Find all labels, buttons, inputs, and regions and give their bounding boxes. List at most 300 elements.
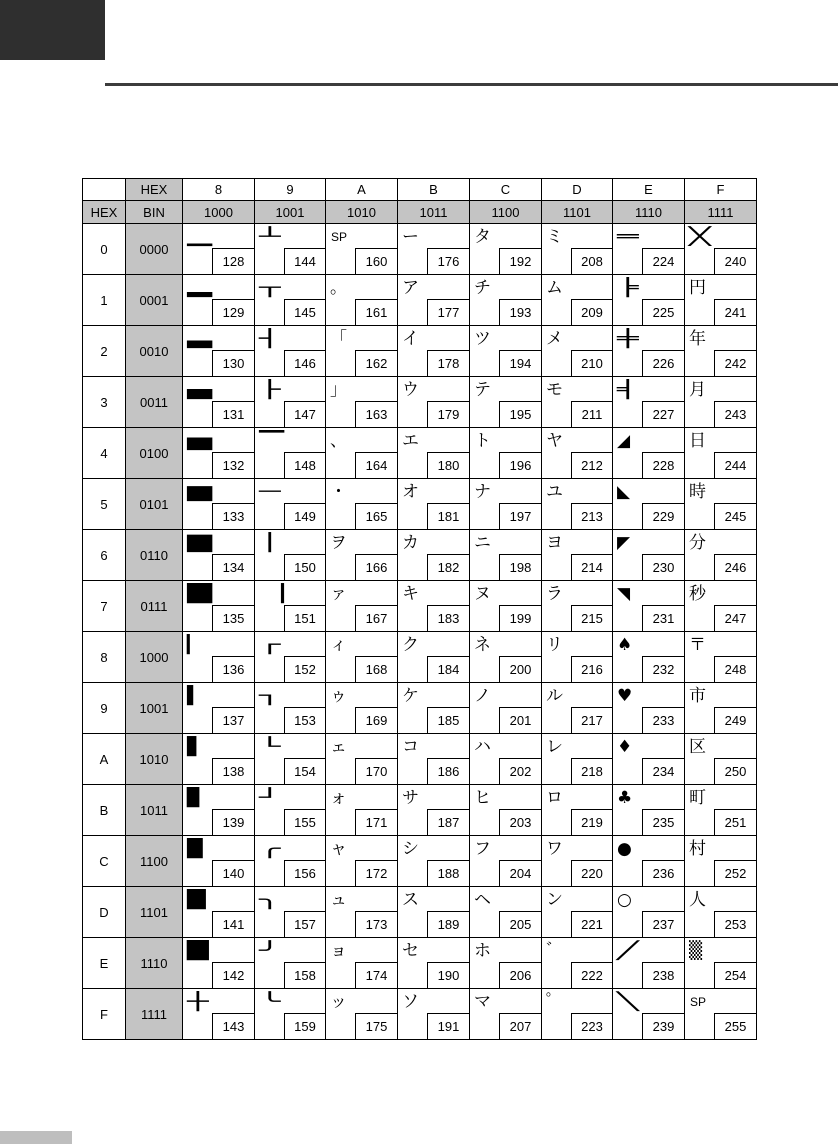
character-code-number: 239: [642, 1013, 684, 1039]
character-cell: [685, 581, 757, 632]
character-code-number: 250: [714, 758, 756, 784]
character-cell: [326, 938, 398, 989]
character-cell: [613, 938, 685, 989]
character-cell: [470, 377, 542, 428]
character-code-number: 243: [714, 401, 756, 427]
character-cell: [470, 836, 542, 887]
column-hex-header: C: [470, 179, 542, 201]
character-glyph: ィ: [330, 635, 347, 655]
character-glyph: テ: [474, 380, 491, 400]
character-cell: [542, 989, 613, 1040]
character-code-number: 204: [499, 860, 541, 886]
character-cell: [398, 581, 470, 632]
character-code-number: 184: [427, 656, 469, 682]
row-hex-header: 7: [83, 581, 126, 632]
character-code-number: 214: [571, 554, 612, 580]
character-cell: [542, 785, 613, 836]
character-glyph: ョ: [330, 941, 347, 961]
character-cell: [685, 224, 757, 275]
character-code-number: 249: [714, 707, 756, 733]
row-hex-header: 4: [83, 428, 126, 479]
character-code-number: 141: [212, 911, 254, 937]
character-glyph: ゥ: [330, 686, 347, 706]
character-cell: [326, 887, 398, 938]
character-glyph: セ: [402, 941, 419, 961]
character-cell: [685, 683, 757, 734]
character-cell: [542, 275, 613, 326]
character-code-number: 156: [284, 860, 325, 886]
character-cell: [398, 938, 470, 989]
character-cell: [183, 326, 255, 377]
character-code-number: 203: [499, 809, 541, 835]
character-glyph: エ: [402, 431, 419, 451]
character-cell: [255, 326, 326, 377]
character-glyph: ▔: [259, 431, 284, 451]
character-cell: [326, 581, 398, 632]
character-cell: [183, 734, 255, 785]
character-glyph: レ: [546, 737, 563, 757]
character-cell: [542, 632, 613, 683]
character-code-number: 153: [284, 707, 325, 733]
character-code-number: 189: [427, 911, 469, 937]
character-glyph: ▒: [689, 941, 703, 961]
character-code-number: 205: [499, 911, 541, 937]
character-code-number: 181: [427, 503, 469, 529]
character-code-number: 161: [355, 299, 397, 325]
character-code-number: 209: [571, 299, 612, 325]
character-glyph: ╡: [617, 380, 639, 400]
character-glyph: 「: [330, 329, 347, 349]
character-glyph: ト: [474, 431, 491, 451]
character-code-number: 244: [714, 452, 756, 478]
character-cell: [685, 275, 757, 326]
character-cell: [398, 479, 470, 530]
row-bin-header: 1101: [126, 887, 183, 938]
character-code-number: 174: [355, 962, 397, 988]
character-glyph: ├: [259, 380, 281, 400]
character-glyph: キ: [402, 584, 419, 604]
row-hex-header: 6: [83, 530, 126, 581]
character-cell: [326, 479, 398, 530]
row-bin-header: 0101: [126, 479, 183, 530]
character-code-number: 177: [427, 299, 469, 325]
character-cell: [613, 836, 685, 887]
character-cell: [470, 428, 542, 479]
character-cell: [183, 836, 255, 887]
character-glyph: ケ: [402, 686, 419, 706]
character-glyph: ♣: [617, 788, 633, 808]
character-cell: [183, 785, 255, 836]
character-cell: [613, 275, 685, 326]
character-code-number: 226: [642, 350, 684, 376]
character-glyph: オ: [402, 482, 419, 502]
character-code-number: 178: [427, 350, 469, 376]
character-cell: [255, 479, 326, 530]
column-hex-header: 9: [255, 179, 326, 201]
character-cell: [398, 683, 470, 734]
character-cell: [183, 887, 255, 938]
character-code-number: 210: [571, 350, 612, 376]
row-hex-header: A: [83, 734, 126, 785]
character-code-number: 252: [714, 860, 756, 886]
character-glyph: 日: [689, 431, 706, 451]
character-glyph: ・: [330, 482, 347, 502]
character-glyph: カ: [402, 533, 419, 553]
character-glyph: ┌: [259, 635, 281, 655]
character-glyph: ユ: [546, 482, 563, 502]
chapter-tab-block: [0, 0, 105, 60]
character-code-number: 253: [714, 911, 756, 937]
character-cell: [398, 275, 470, 326]
character-code-number: 206: [499, 962, 541, 988]
character-glyph: ▌: [187, 788, 212, 808]
character-glyph: ▎: [187, 686, 212, 706]
character-cell: [183, 938, 255, 989]
character-code-number: 255: [714, 1013, 756, 1039]
character-code-number: 185: [427, 707, 469, 733]
character-code-number: 223: [571, 1013, 612, 1039]
character-cell: [183, 275, 255, 326]
character-glyph: ヤ: [546, 431, 563, 451]
character-code-number: 172: [355, 860, 397, 886]
character-code-number: 133: [212, 503, 254, 529]
row-bin-header: 1011: [126, 785, 183, 836]
character-code-number: 168: [355, 656, 397, 682]
character-glyph: ▏: [187, 635, 212, 655]
character-cell: [470, 275, 542, 326]
character-cell: [183, 581, 255, 632]
character-code-number: 158: [284, 962, 325, 988]
character-code-number: 134: [212, 554, 254, 580]
character-code-number: 148: [284, 452, 325, 478]
character-code-number: 232: [642, 656, 684, 682]
character-code-number: 197: [499, 503, 541, 529]
header-rule: [105, 83, 838, 86]
character-cell: [326, 530, 398, 581]
character-code-number: 238: [642, 962, 684, 988]
column-hex-header: B: [398, 179, 470, 201]
character-glyph: ヘ: [474, 890, 491, 910]
character-code-number: 170: [355, 758, 397, 784]
character-code-number: 164: [355, 452, 397, 478]
character-glyph: サ: [402, 788, 419, 808]
character-glyph: ヨ: [546, 533, 563, 553]
character-cell: [398, 785, 470, 836]
row-hex-header: 5: [83, 479, 126, 530]
character-glyph: ╮: [259, 890, 281, 910]
character-glyph: ◢: [617, 431, 631, 451]
character-glyph: メ: [546, 329, 563, 349]
row-hex-header: C: [83, 836, 126, 887]
character-glyph: シ: [402, 839, 419, 859]
character-code-number: 235: [642, 809, 684, 835]
character-glyph: ロ: [546, 788, 563, 808]
character-cell: [326, 428, 398, 479]
character-code-number: 132: [212, 452, 254, 478]
character-code-number: 187: [427, 809, 469, 835]
character-glyph: SP: [331, 230, 348, 244]
character-glyph: ◤: [617, 533, 631, 553]
character-cell: [255, 377, 326, 428]
character-code-number: 175: [355, 1013, 397, 1039]
column-bin-header: 1100: [470, 201, 542, 224]
character-glyph: 秒: [689, 584, 706, 604]
character-glyph: マ: [474, 992, 491, 1012]
character-cell: [183, 989, 255, 1040]
character-glyph: 人: [689, 890, 706, 910]
character-code-number: 228: [642, 452, 684, 478]
character-cell: [470, 887, 542, 938]
row-bin-header: 0010: [126, 326, 183, 377]
character-code-number: 176: [427, 248, 469, 274]
character-code-number: 180: [427, 452, 469, 478]
character-glyph: タ: [474, 227, 491, 247]
character-code-number: 140: [212, 860, 254, 886]
character-glyph: ▆: [187, 482, 212, 502]
character-code-number: 162: [355, 350, 397, 376]
character-code-number: 159: [284, 1013, 325, 1039]
character-cell: [470, 734, 542, 785]
character-cell: [255, 581, 326, 632]
character-code-number: 207: [499, 1013, 541, 1039]
row-hex-header: 3: [83, 377, 126, 428]
character-glyph: ウ: [402, 380, 419, 400]
character-glyph: ▍: [187, 737, 212, 757]
column-hex-header: F: [685, 179, 757, 201]
character-cell: [613, 428, 685, 479]
character-glyph: リ: [546, 635, 563, 655]
character-code-number: 248: [714, 656, 756, 682]
character-cell: [326, 632, 398, 683]
character-cell: [398, 734, 470, 785]
character-code-number: 245: [714, 503, 756, 529]
character-code-number: 152: [284, 656, 325, 682]
character-cell: [326, 224, 398, 275]
character-glyph: ♥: [617, 686, 633, 706]
character-code-number: 195: [499, 401, 541, 427]
character-cell: [470, 632, 542, 683]
character-cell: [326, 734, 398, 785]
row-hex-header: B: [83, 785, 126, 836]
character-code-number: 135: [212, 605, 254, 631]
character-cell: [255, 275, 326, 326]
character-glyph: ル: [546, 686, 563, 706]
character-cell: [470, 683, 542, 734]
character-cell: [255, 632, 326, 683]
character-glyph: ハ: [474, 737, 491, 757]
character-glyph: ノ: [474, 686, 491, 706]
character-glyph: ▕: [259, 584, 284, 604]
character-glyph: ァ: [330, 584, 347, 604]
character-cell: [183, 479, 255, 530]
character-cell: [613, 581, 685, 632]
character-glyph: ╱: [617, 941, 639, 961]
column-bin-header: 1101: [542, 201, 613, 224]
row-bin-header: 1010: [126, 734, 183, 785]
character-cell: [326, 275, 398, 326]
character-glyph: ネ: [474, 635, 491, 655]
character-glyph: 区: [689, 737, 706, 757]
character-code-number: 163: [355, 401, 397, 427]
character-cell: [183, 530, 255, 581]
character-glyph: ▇: [187, 533, 212, 553]
character-glyph: ┬: [259, 278, 281, 298]
row-bin-header: 1000: [126, 632, 183, 683]
character-glyph: ゜: [546, 992, 563, 1012]
character-cell: [685, 326, 757, 377]
character-cell: [326, 683, 398, 734]
character-cell: [255, 989, 326, 1040]
character-glyph: ▂: [187, 278, 212, 298]
row-hex-header: 8: [83, 632, 126, 683]
character-cell: [255, 887, 326, 938]
character-glyph: 市: [689, 686, 706, 706]
character-cell: [542, 836, 613, 887]
character-glyph: ╭: [259, 839, 281, 859]
hex-row-title: HEX: [83, 201, 126, 224]
character-glyph: ═: [617, 227, 639, 247]
character-code-number: 198: [499, 554, 541, 580]
character-cell: [685, 632, 757, 683]
character-cell: [685, 377, 757, 428]
character-glyph: ┴: [259, 227, 281, 247]
character-glyph: ─: [259, 482, 281, 502]
row-bin-header: 0011: [126, 377, 183, 428]
column-bin-header: 1111: [685, 201, 757, 224]
column-bin-header: 1000: [183, 201, 255, 224]
hex-column-title: HEX: [126, 179, 183, 201]
character-cell: [470, 224, 542, 275]
character-cell: [613, 377, 685, 428]
row-bin-header: 1110: [126, 938, 183, 989]
character-code-number: 130: [212, 350, 254, 376]
row-hex-header: 1: [83, 275, 126, 326]
character-cell: [613, 479, 685, 530]
character-glyph: SP: [690, 995, 707, 1009]
character-code-number: 150: [284, 554, 325, 580]
character-code-number: 234: [642, 758, 684, 784]
character-glyph: 町: [689, 788, 706, 808]
character-glyph: ク: [402, 635, 419, 655]
character-cell: [542, 428, 613, 479]
character-glyph: ♦: [617, 737, 633, 757]
character-cell: [613, 785, 685, 836]
row-bin-header: 0001: [126, 275, 183, 326]
character-code-number: 166: [355, 554, 397, 580]
character-cell: [470, 530, 542, 581]
character-glyph: ╰: [259, 992, 281, 1012]
row-hex-header: 9: [83, 683, 126, 734]
footer-tab-block: [0, 1131, 72, 1144]
character-code-number: 155: [284, 809, 325, 835]
character-cell: [255, 683, 326, 734]
row-bin-header: 1111: [126, 989, 183, 1040]
row-bin-header: 0110: [126, 530, 183, 581]
character-glyph: ヌ: [474, 584, 491, 604]
character-glyph: チ: [474, 278, 491, 298]
character-cell: [255, 938, 326, 989]
character-glyph: │: [259, 533, 281, 553]
character-glyph: 円: [689, 278, 706, 298]
character-cell: [470, 989, 542, 1040]
character-glyph: 分: [689, 533, 706, 553]
character-cell: [542, 479, 613, 530]
character-glyph: └: [259, 737, 281, 757]
character-code-number: 182: [427, 554, 469, 580]
character-code-number: 221: [571, 911, 612, 937]
column-hex-header: E: [613, 179, 685, 201]
column-bin-header: 1001: [255, 201, 326, 224]
character-cell: [613, 632, 685, 683]
character-cell: [255, 224, 326, 275]
character-code-number: 240: [714, 248, 756, 274]
character-glyph: フ: [474, 839, 491, 859]
character-cell: [685, 938, 757, 989]
character-code-number: 188: [427, 860, 469, 886]
character-cell: [326, 785, 398, 836]
row-hex-header: D: [83, 887, 126, 938]
character-cell: [685, 836, 757, 887]
character-cell: [398, 632, 470, 683]
character-code-number: 147: [284, 401, 325, 427]
character-cell: [398, 326, 470, 377]
character-glyph: ┤: [259, 329, 281, 349]
character-code-number: 183: [427, 605, 469, 631]
character-code-number: 191: [427, 1013, 469, 1039]
row-bin-header: 0000: [126, 224, 183, 275]
character-cell: [685, 428, 757, 479]
character-cell: [542, 887, 613, 938]
character-glyph: ソ: [402, 992, 419, 1012]
character-glyph: ▉: [187, 941, 212, 961]
character-glyph: ♠: [617, 635, 633, 655]
character-code-number: 136: [212, 656, 254, 682]
character-code-number: 143: [212, 1013, 254, 1039]
character-code-table: [82, 178, 757, 1040]
character-cell: [470, 479, 542, 530]
character-cell: [398, 377, 470, 428]
column-bin-header: 1010: [326, 201, 398, 224]
character-glyph: コ: [402, 737, 419, 757]
character-code-number: 219: [571, 809, 612, 835]
character-glyph: ▄: [187, 380, 212, 400]
character-cell: [326, 836, 398, 887]
table-corner-cell: [83, 179, 126, 201]
character-code-number: 129: [212, 299, 254, 325]
character-code-number: 247: [714, 605, 756, 631]
character-glyph: ャ: [330, 839, 347, 859]
character-cell: [470, 326, 542, 377]
character-code-number: 217: [571, 707, 612, 733]
character-code-number: 242: [714, 350, 756, 376]
character-glyph: ╳: [689, 227, 711, 247]
character-code-number: 142: [212, 962, 254, 988]
character-glyph: ╯: [259, 941, 281, 961]
character-cell: [542, 683, 613, 734]
character-code-number: 233: [642, 707, 684, 733]
character-cell: [398, 887, 470, 938]
character-code-number: 157: [284, 911, 325, 937]
character-code-number: 179: [427, 401, 469, 427]
character-glyph: 時: [689, 482, 706, 502]
character-glyph: ╲: [617, 992, 639, 1012]
character-glyph: 、: [330, 431, 347, 451]
character-cell: [542, 734, 613, 785]
character-cell: [255, 785, 326, 836]
character-code-number: 208: [571, 248, 612, 274]
character-glyph: ニ: [474, 533, 491, 553]
row-hex-header: 2: [83, 326, 126, 377]
